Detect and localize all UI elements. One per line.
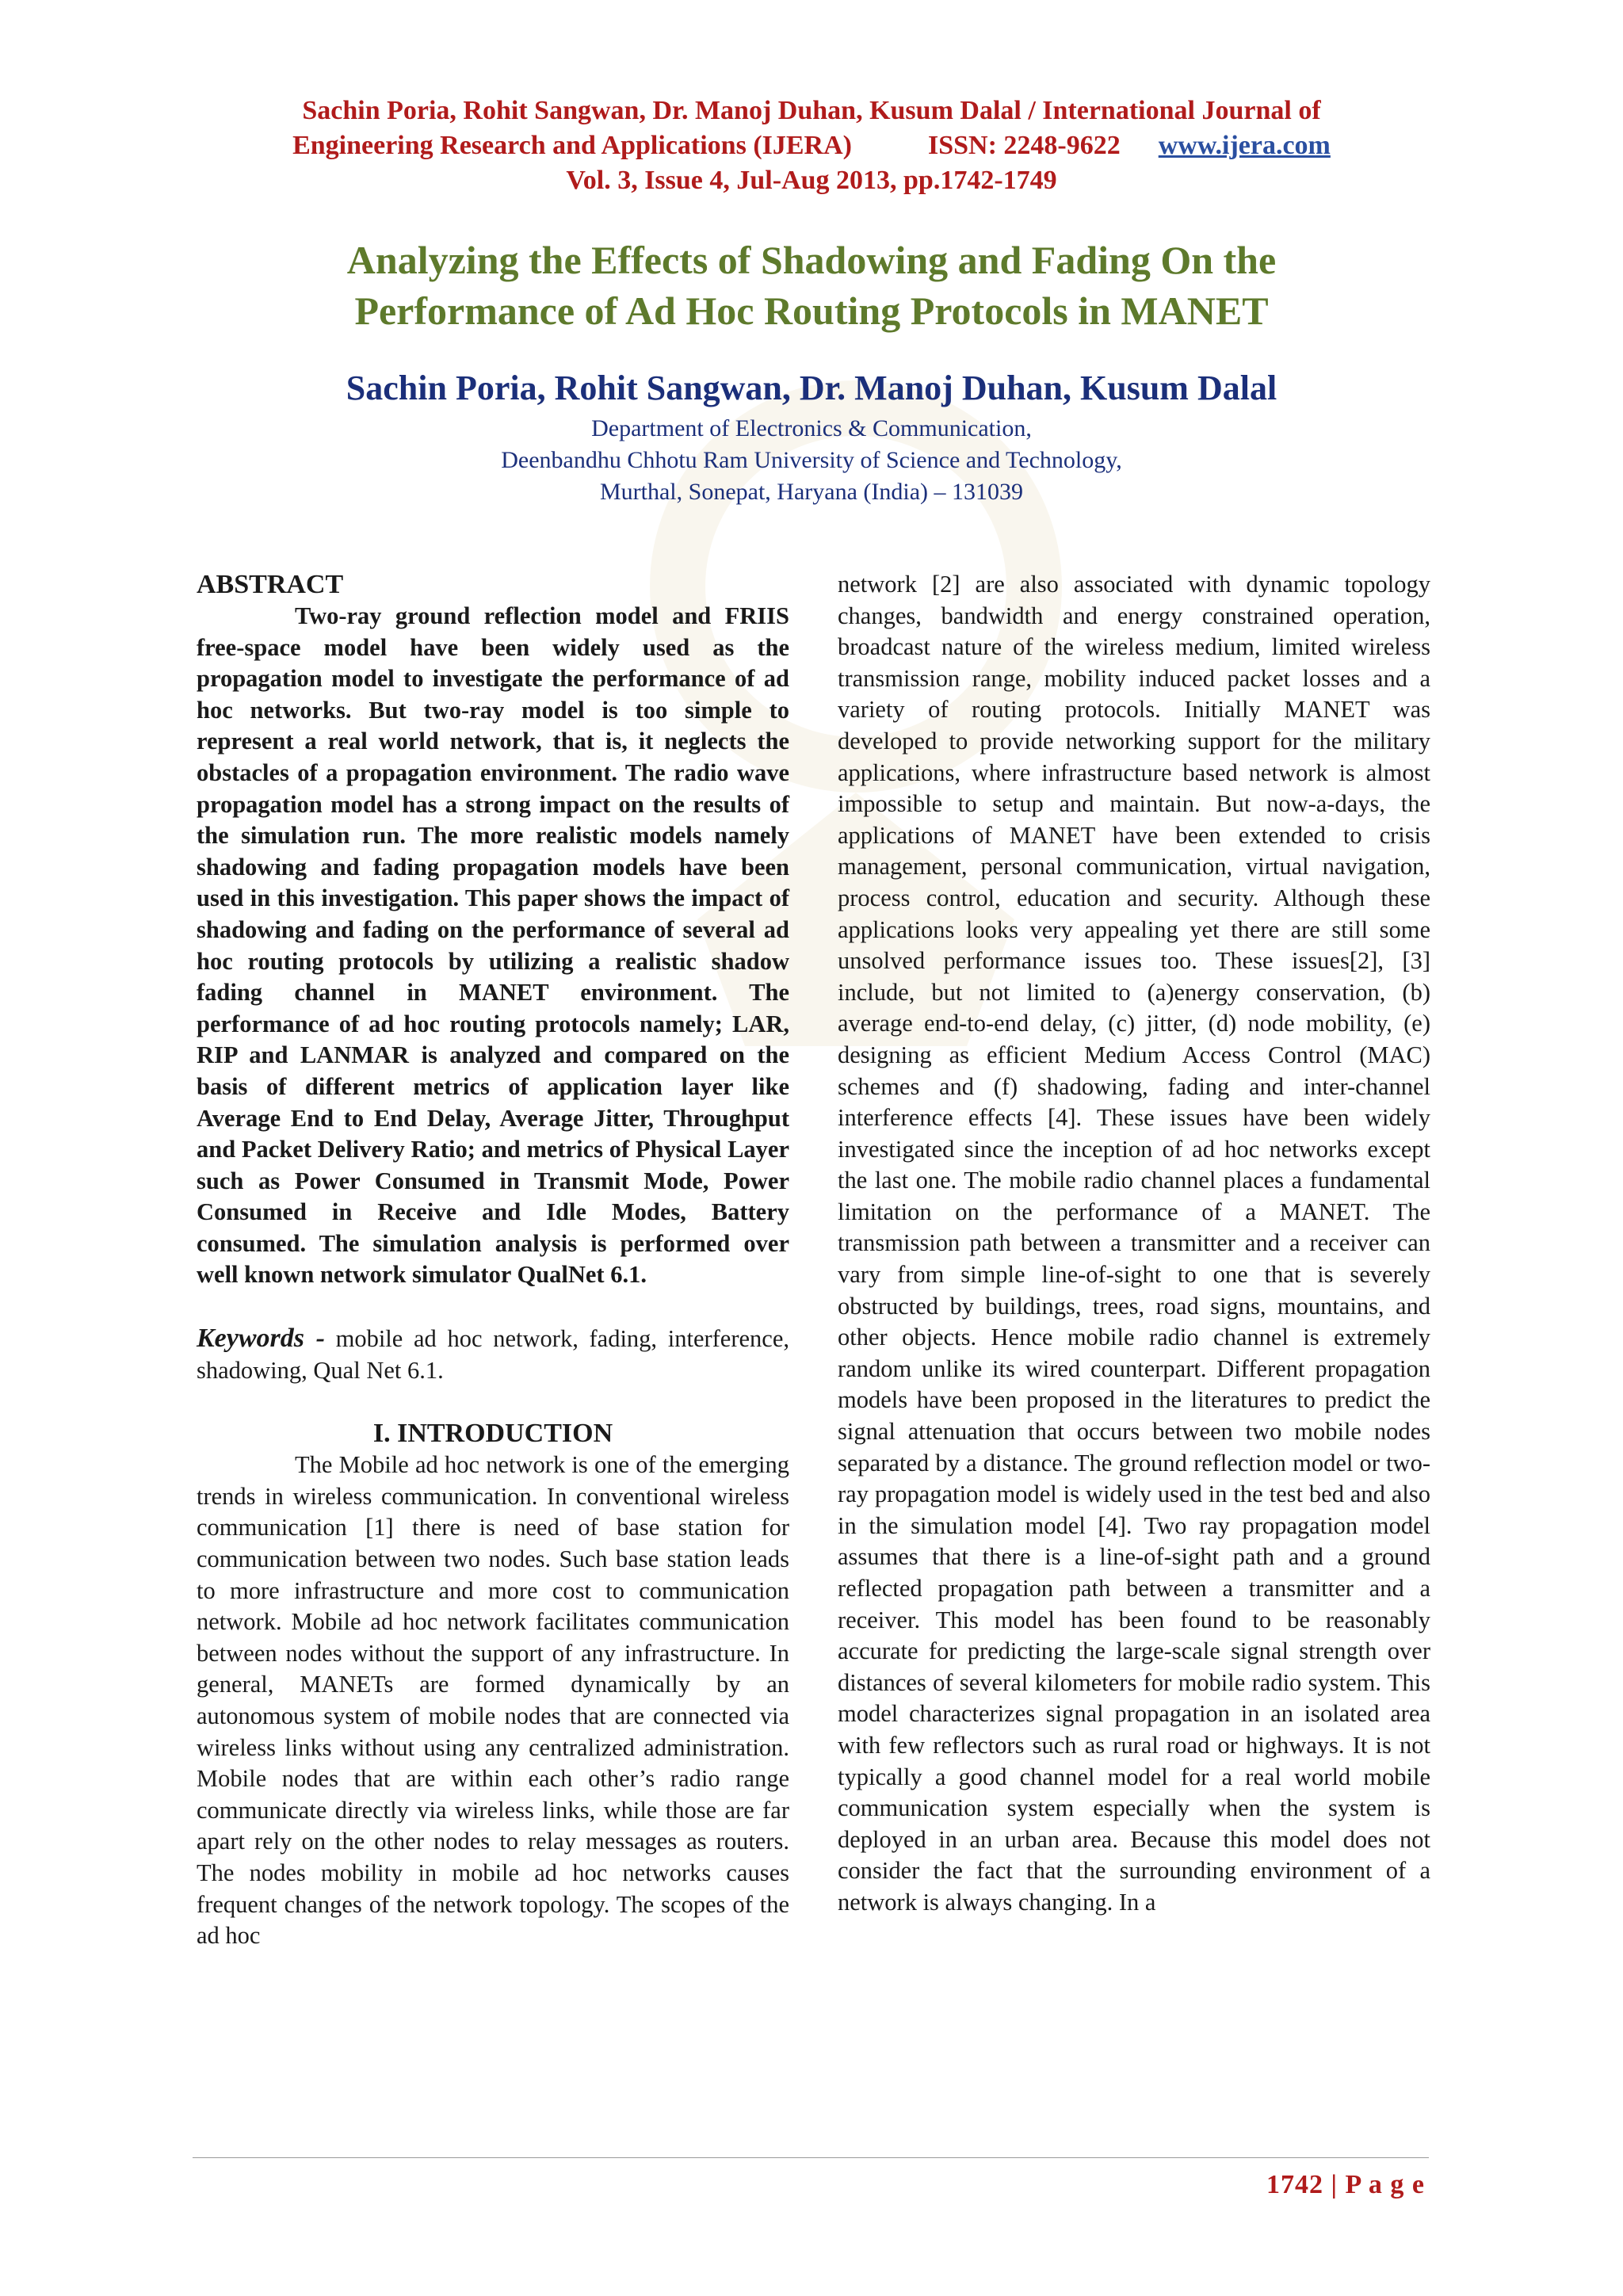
issn: ISSN: 2248-9622 <box>927 131 1121 160</box>
journal-url-link[interactable]: www.ijera.com <box>1158 131 1331 160</box>
paper-title <box>0 235 1623 336</box>
introduction-heading: I. INTRODUCTION <box>372 1419 613 1449</box>
keywords-text: mobile ad hoc network, fading, interference, shadowing, Qual Net 6.1. <box>197 1325 789 1384</box>
footer-divider <box>193 2157 1429 2158</box>
affiliation-line-3: Murthal, Sonepat, Haryana (India) – 131039 <box>599 479 1024 505</box>
header-line-1: Sachin Poria, Rohit Sangwan, Dr. Manoj Duhan, Kusum Dalal / International Journal of <box>302 96 1321 125</box>
abstract-heading: ABSTRACT <box>197 570 344 599</box>
introduction-paragraph-left: The Mobile ad hoc network is one of the emerging trends in wireless communication. In conventional wireless communication [1] there is need of base station for communication between two nodes. Such base station leads to more infrastructure and more cost to communication network. Mobile ad hoc network facilitates communication between nodes without the support of any infrastructure. In general, MANETs are formed dynamically by an autonomous system of mobile nodes that are connected via wireless links without using any centralized administration. Mobile nodes that are within each other’s radio range communicate directly via wireless links, while those are far apart rely on the other nodes to relay messages as routers. The nodes mobility in mobile ad hoc networks causes frequent changes of the network topology. The scopes of the ad hoc <box>197 1451 789 1950</box>
left-column <box>197 569 789 1952</box>
header-line-2 <box>0 128 1623 163</box>
affiliation <box>0 413 1623 508</box>
journal-name: Engineering Research and Applications (IJERA) <box>292 131 852 160</box>
title-line-2: Performance of Ad Hoc Routing Protocols in MANET <box>354 288 1269 333</box>
keywords <box>197 1323 789 1386</box>
journal-header <box>0 94 1623 198</box>
title-line-1: Analyzing the Effects of Shadowing and Fading On the <box>346 238 1277 282</box>
affiliation-line-1: Department of Electronics & Communication, <box>591 415 1032 441</box>
keywords-label: Keywords - <box>197 1324 325 1354</box>
author-list: Sachin Poria, Rohit Sangwan, Dr. Manoj Duhan, Kusum Dalal <box>346 369 1277 407</box>
abstract-text: Two-ray ground reflection model and FRIIS free-space model have been widely used as the propagation model to investigate the performance of ad hoc networks. But two-ray model is too simple to represent a real world network, that is, it neglects the obstacles of a propagation environment. The radio wave propagation model has a strong impact on the results of the simulation run. The more realistic models namely shadowing and fading propagation models have been used in this investigation. This paper shows the impact of shadowing and fading on the performance of several ad hoc routing protocols by utilizing a realistic shadow fading channel in MANET environment. The performance of ad hoc routing protocols namely; LAR, RIP and LANMAR is analyzed and compared on the basis of different metrics of application layer like Average End to End Delay, Average Jitter, Throughput and Packet Delivery Ratio; and metrics of Physical Layer such as Power Consumed in Transmit Mode, Power Consumed in Receive and Idle Modes, Battery consumed. The simulation analysis is performed over well known network simulator QualNet 6.1. <box>197 602 789 1289</box>
header-line-3: Vol. 3, Issue 4, Jul-Aug 2013, pp.1742-1749 <box>566 166 1057 195</box>
page-number: 1742 | P a g e <box>1266 2170 1425 2199</box>
introduction-paragraph-right: network [2] are also associated with dynamic topology changes, bandwidth and energy constrained operation, broadcast nature of the wireless medium, limited wireless transmission range, mobility induced packet losses and a variety of routing protocols. Initially MANET was developed to provide networking support for the military applications, where infrastructure based network is almost impossible to setup and maintain. But now-a-days, the applications of MANET have been extended to crisis management, personal communication, virtual navigation, process control, education and security. Although these applications looks very appealing yet there are still some unsolved performance issues too. These issues[2], [3] include, but not limited to (a)energy conservation, (b) average end-to-end delay, (c) jitter, (d) node mobility, (e) designing as efficient Medium Access Control (MAC) schemes and (f) shadowing, fading and inter-channel interference effects [4]. These issues have been widely investigated since the inception of ad hoc networks except the last one. The mobile radio channel places a fundamental limitation on the performance of a MANET. The transmission path between a transmitter and a receiver can vary from simple line-of-sight to one that is severely obstructed by buildings, trees, road signs, mountains, and other objects. Hence mobile radio channel is extremely random unlike its wired counterpart. Different propagation models have been proposed in the literatures to predict the signal attenuation that occurs between two mobile nodes separated by a distance. The ground reflection model or two-ray propagation model is widely used in the test bed and also in the simulation model [4]. Two ray propagation model assumes that there is a line-of-sight path and a ground reflected propagation path between a transmitter and a receiver. This model has been found to be reasonably accurate for predicting the large-scale signal strength over distances of several kilometers for mobile radio system. This model characterizes signal propagation in an isolated area with few reflectors such as rural road or highways. It is not typically a good channel model for a real world mobile communication system especially when the system is deployed in an urban area. Because this model does not consider the fact that the surrounding environment of a network is always changing. In a <box>838 571 1430 1916</box>
right-column <box>838 569 1430 1919</box>
affiliation-line-2: Deenbandhu Chhotu Ram University of Science and Technology, <box>501 447 1122 473</box>
